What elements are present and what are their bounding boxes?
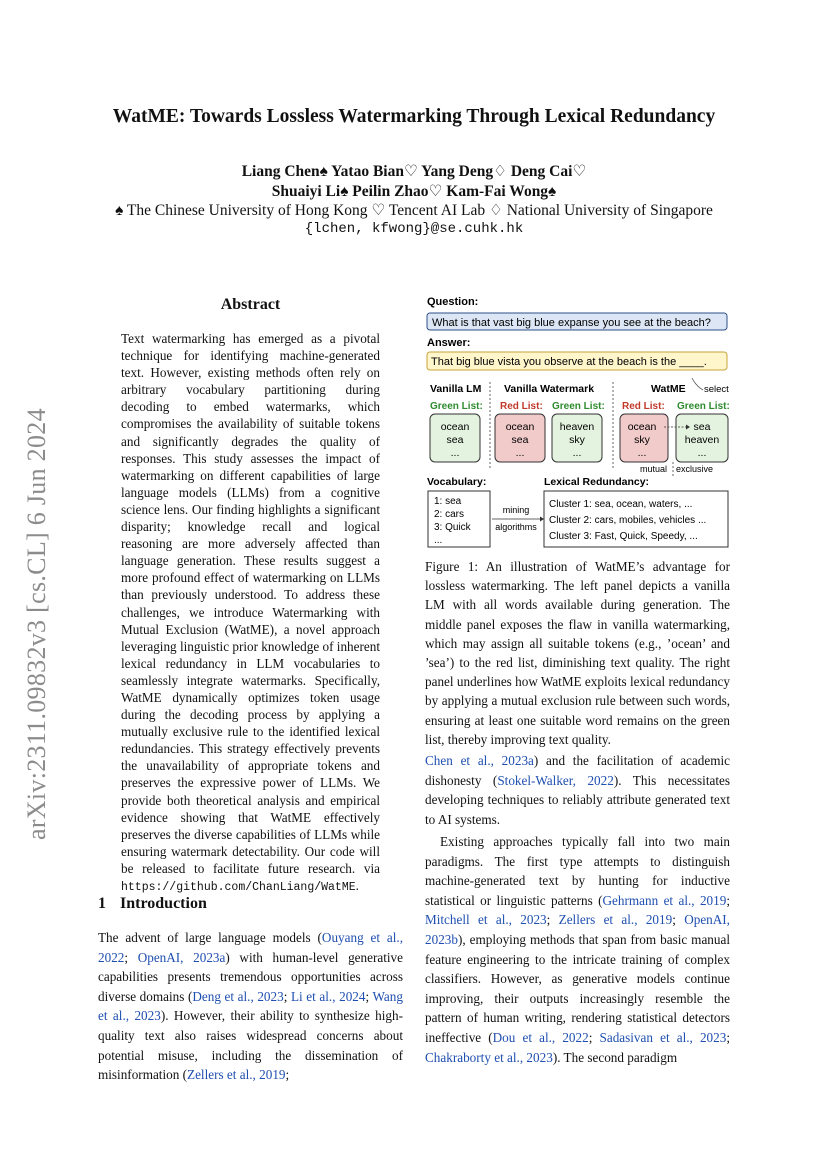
vocab-item: 2: cars xyxy=(434,509,465,520)
text: ; xyxy=(546,912,559,928)
vanilla-watermark-label: Vanilla Watermark xyxy=(504,383,595,395)
citation-link[interactable]: Sadasivan et al., 2023 xyxy=(599,1029,727,1045)
text: ; xyxy=(283,988,291,1004)
algorithms-label: algorithms xyxy=(495,522,537,532)
box-item: ... xyxy=(450,447,460,459)
citation-link[interactable]: Stokel-Walker, 2022 xyxy=(497,772,614,788)
text: ), employing methods that span from basic manual feature engineering to the intricate training of complex classifiers. However, as generative models continue improving, their outputs increasingly resemble the pattern of human writing, rendering statistical detectors ineffective ( xyxy=(425,931,730,1045)
box-item: ... xyxy=(697,447,707,459)
text: ) with human-level generative capabilities presents tremendous opportunities across diverse domains ( xyxy=(98,949,403,1004)
citation-link[interactable]: OpenAI, 2023b xyxy=(425,912,730,947)
right-column-paragraph-2 xyxy=(425,832,730,1067)
abstract-text: Text watermarking has emerged as a pivotal technique for identifying machine-generated text. However, existing methods often rely on arbitrary vocabulary partitioning during decoding to embed watermarks, which compromises the availability of suitable tokens and significantly degrades the quality of responses. This study assesses the impact of watermarking on different capabilities of large language models (LLMs) from a cognitive science lens. Our finding highlights a significant disparity; knowledge recall and logical reasoning are more adversely affected than language generation. These results suggest a more profound effect of watermarking on LLMs than previously understood. To address these challenges, we introduce Watermarking with Mutual Exclusion (WatME), a novel approach leveraging linguistic prior knowledge of inherent lexical redundancy in LLM vocabularies to seamlessly integrate watermarks. Specifically, WatME dynamically optimizes token usage during the decoding process by applying a mutually exclusive rule to the identified lexical redundancies. This strategy effectively prevents the unavailability of appropriate tokens and preserves the expressive power of LLMs. We provide both theoretical analysis and empirical evidence showing that WatME effectively preserves the diverse capabilities of LLMs while ensuring watermark detectability. Our code will be released to facilitate future research. via xyxy=(121,331,380,876)
box-item: ... xyxy=(572,447,582,459)
cluster-item: Cluster 2: cars, mobiles, vehicles ... xyxy=(549,515,707,526)
text: ; xyxy=(365,988,373,1004)
vocabulary-label: Vocabulary: xyxy=(427,476,487,488)
box-item: sky xyxy=(634,434,650,446)
citation-link[interactable]: Gehrmann et al., 2019 xyxy=(602,892,727,908)
text: ) and the facilitation of academic dishonesty ( xyxy=(425,753,730,788)
mining-label: mining xyxy=(502,505,530,515)
abstract-body xyxy=(121,330,380,896)
vocab-item: 1: sea xyxy=(434,496,462,507)
affiliations: ♠ The Chinese University of Hong Kong ♡ Tencent AI Lab ♢ National University of Singapore xyxy=(115,202,713,219)
box-item: sea xyxy=(511,434,529,446)
paper-title: WatME: Towards Lossless Watermarking Through Lexical Redundancy xyxy=(112,106,716,127)
section-title: Introduction xyxy=(120,895,207,912)
red-list-label-watme: Red List: xyxy=(622,401,665,412)
code-link[interactable]: https://github.com/ChanLiang/WatME xyxy=(121,881,356,894)
box-item: ocean xyxy=(505,421,535,433)
text: ; xyxy=(588,1029,600,1045)
cluster-item: Cluster 3: Fast, Quick, Speedy, ... xyxy=(549,531,698,542)
citation-link[interactable]: Li et al., 2024 xyxy=(290,988,366,1004)
citation-link[interactable]: Wang et al., 2023 xyxy=(98,988,403,1024)
citation-link[interactable]: Deng et al., 2023 xyxy=(192,988,284,1004)
question-text: What is that vast big blue expanse you see at the beach? xyxy=(432,317,711,329)
text: ). This necessitates developing techniques to reliably attribute generated text to AI systems. xyxy=(425,772,730,827)
text: ; xyxy=(124,949,138,965)
mutual-label: mutual xyxy=(640,464,668,474)
box-item: ... xyxy=(637,447,647,459)
select-pointer xyxy=(692,378,703,390)
lexical-redundancy-label: Lexical Redundancy: xyxy=(544,476,650,488)
intro-paragraph xyxy=(98,928,403,1085)
citation-link[interactable]: Ouyang et al., 2022 xyxy=(98,930,403,965)
citation-link[interactable]: Dou et al., 2022 xyxy=(492,1029,589,1045)
text: ; xyxy=(672,912,685,928)
right-column-paragraph-1 xyxy=(425,751,730,829)
text: The advent of large language models ( xyxy=(98,930,322,945)
citation-link[interactable]: Chen et al., 2023a xyxy=(425,753,534,768)
authors-line-2: Shuaiyi Li♠ Peilin Zhao♡ Kam-Fai Wong♠ xyxy=(271,183,557,200)
text: ). The second paradigm xyxy=(552,1049,678,1065)
vanilla-lm-label: Vanilla LM xyxy=(430,383,482,395)
text: ; xyxy=(726,1029,730,1045)
cluster-item: Cluster 1: sea, ocean, waters, ... xyxy=(549,499,693,510)
box-item: heaven xyxy=(684,434,720,446)
box-item: heaven xyxy=(559,421,595,433)
abstract-end: . xyxy=(355,878,359,893)
text: ). However, their ability to synthesize high-quality text also raises widespread concerns about potential misuse, including the dissemination of misinformation ( xyxy=(98,1008,403,1083)
text: Existing approaches typically fall into two main paradigms. The first type attempts to distinguish machine-generated text by hunting for inductive statistical or linguistic patterns ( xyxy=(425,834,730,908)
citation-link[interactable]: Zellers et al., 2019 xyxy=(558,912,673,928)
arxiv-sidebar-stamp: arXiv:2311.09832v3 [cs.CL] 6 Jun 2024 xyxy=(22,408,51,840)
figure-1-diagram xyxy=(424,290,734,552)
text: ; xyxy=(285,1067,290,1083)
citation-link[interactable]: OpenAI, 2023a xyxy=(137,949,226,965)
vocab-item: ... xyxy=(434,535,443,546)
answer-text: That big blue vista you observe at the beach is the ____. xyxy=(431,356,707,368)
citation-link[interactable]: Chakraborty et al., 2023 xyxy=(425,1049,553,1065)
box-item: sea xyxy=(693,421,711,433)
box-item: ocean xyxy=(627,421,657,433)
authors-line-1: Liang Chen♠ Yatao Bian♡ Yang Deng♢ Deng Cai♡ xyxy=(241,163,587,180)
section-number: 1 xyxy=(98,895,106,912)
exclusive-label: exclusive xyxy=(676,464,714,474)
box-item: ocean xyxy=(440,421,470,433)
citation-link[interactable]: Mitchell et al., 2023 xyxy=(425,912,547,928)
vocab-item: 3: Quick xyxy=(434,522,471,533)
box-item: ... xyxy=(515,447,525,459)
green-list-label-watme: Green List: xyxy=(677,401,730,412)
text: ; xyxy=(726,892,730,908)
red-list-label-wm: Red List: xyxy=(500,401,543,412)
green-list-label-wm: Green List: xyxy=(552,401,605,412)
author-email: {lchen, kfwong}@se.cuhk.hk xyxy=(304,221,524,237)
abstract-heading: Abstract xyxy=(220,296,281,313)
green-list-label-lm: Green List: xyxy=(430,401,483,412)
question-label: Question: xyxy=(427,296,479,308)
select-label: select xyxy=(704,384,729,395)
arrow-head xyxy=(540,517,544,522)
box-item: sky xyxy=(569,434,585,446)
citation-link[interactable]: Zellers et al., 2019 xyxy=(187,1067,286,1083)
answer-label: Answer: xyxy=(427,337,471,349)
box-item: sea xyxy=(446,434,464,446)
watme-label: WatME xyxy=(651,383,686,395)
section-heading-introduction xyxy=(98,895,207,913)
figure-1-caption: Figure 1: An illustration of WatME’s advantage for lossless watermarking. The left panel depicts a vanilla LM with all words available during generation. The middle panel exposes the flaw in vanilla watermarking, which may assign all suitable tokens (e.g., ’ocean’ and ’sea’) to the red list, diminishing text quality. The right panel underlines how WatME exploits lexical redundancy by applying a mutual exclusion rule between such words, ensuring at least one suitable word remains on the green list, thereby improving text quality. xyxy=(425,559,730,747)
